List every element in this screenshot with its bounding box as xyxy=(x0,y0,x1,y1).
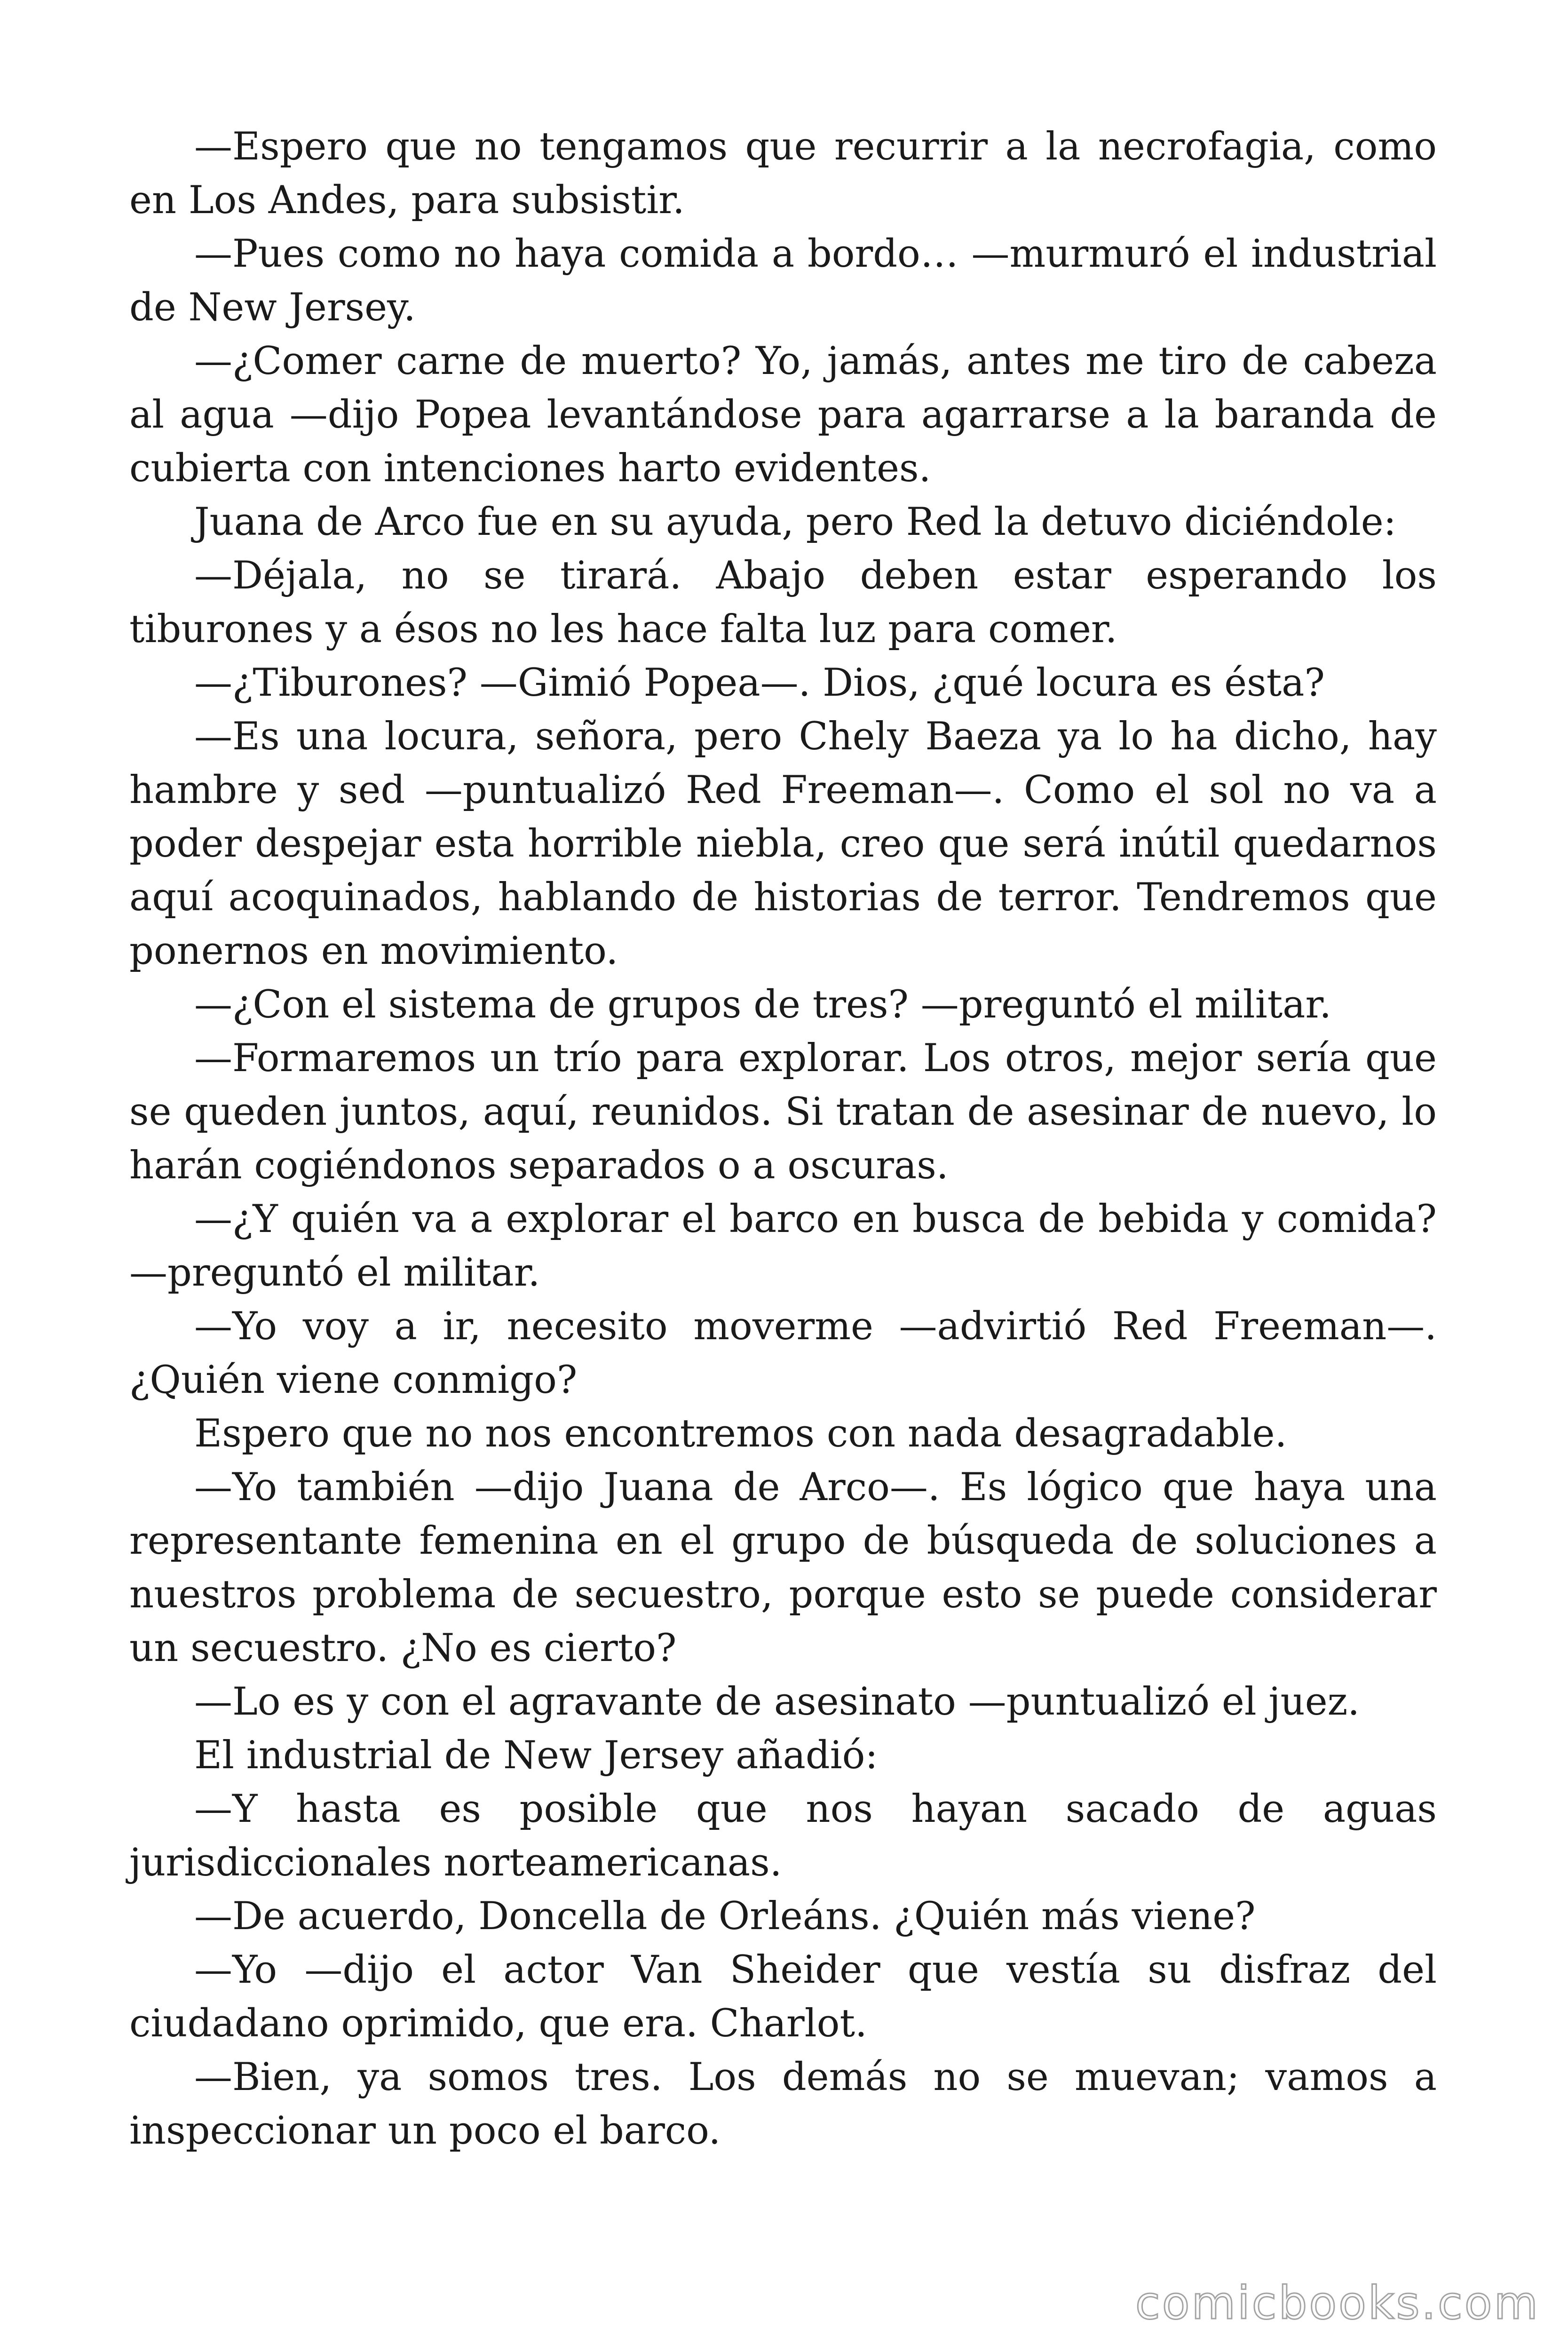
paragraph: —Lo es y con el agravante de asesinato —puntualizó el juez. xyxy=(194,1680,1360,1724)
paragraph: —¿Y quién va a explorar el barco en busca de bebida y comida? —preguntó el militar. xyxy=(129,1197,1437,1295)
paragraph: —Y hasta es posible que nos hayan sacado de aguas jurisdiccionales norteamericanas. xyxy=(129,1787,1437,1885)
paragraph: —¿Con el sistema de grupos de tres? —preguntó el militar. xyxy=(194,983,1332,1027)
paragraph: El industrial de New Jersey añadió: xyxy=(194,1733,878,1778)
paragraph: —¿Tiburones? —Gimió Popea—. Dios, ¿qué locura es ésta? xyxy=(194,661,1325,705)
body-text xyxy=(129,120,1437,2158)
paragraph: —¿Comer carne de muerto? Yo, jamás, antes me tiro de cabeza al agua —dijo Popea levantándose para agarrarse a la baranda de cubierta con intenciones harto evidentes. xyxy=(129,339,1437,491)
paragraph: —Yo voy a ir, necesito moverme —advirtió Red Freeman—. ¿Quién viene conmigo? xyxy=(129,1304,1437,1402)
paragraph: —Déjala, no se tirará. Abajo deben estar esperando los tiburones y a ésos no les hace falta luz para comer. xyxy=(129,554,1437,652)
paragraph: —Espero que no tengamos que recurrir a la necrofagia, como en Los Andes, para subsistir. xyxy=(129,125,1437,222)
paragraph: —Yo —dijo el actor Van Sheider que vestía su disfraz del ciudadano oprimido, que era. Charlot. xyxy=(129,1948,1437,2046)
paragraph: Juana de Arco fue en su ayuda, pero Red la detuvo diciéndole: xyxy=(194,500,1396,544)
paragraph: —Yo también —dijo Juana de Arco—. Es lógico que haya una representante femenina en el grupo de búsqueda de soluciones a nuestros problema de secuestro, porque esto se puede considerar un secuestro. ¿No es cierto? xyxy=(129,1465,1437,1670)
paragraph: —Formaremos un trío para explorar. Los otros, mejor sería que se queden juntos, aquí, reunidos. Si tratan de asesinar de nuevo, lo harán cogiéndonos separados o a oscuras. xyxy=(129,1036,1437,1188)
paragraph: —De acuerdo, Doncella de Orleáns. ¿Quién más viene? xyxy=(194,1894,1256,1939)
paragraph: —Es una locura, señora, pero Chely Baeza ya lo ha dicho, hay hambre y sed —puntualizó Red Freeman—. Como el sol no va a poder despejar esta horrible niebla, creo que será inútil quedarnos aquí acoquinados, hablando de historias de terror. Tendremos que ponernos en movimiento. xyxy=(129,715,1437,973)
watermark: comicbooks.com xyxy=(1135,2277,1540,2329)
paragraph: Espero que no nos encontremos con nada desagradable. xyxy=(194,1412,1287,1456)
paragraph: —Bien, ya somos tres. Los demás no se muevan; vamos a inspeccionar un poco el barco. xyxy=(129,2055,1437,2153)
paragraph: —Pues como no haya comida a bordo… —murmuró el industrial de New Jersey. xyxy=(129,232,1437,330)
